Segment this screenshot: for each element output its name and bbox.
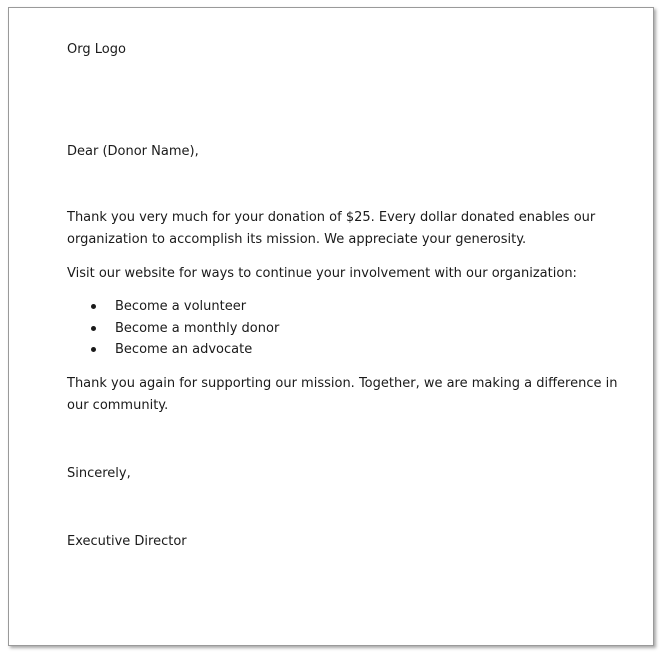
closing-paragraph: Thank you again for supporting our mission. Together, we are making a difference in our community. <box>67 376 618 413</box>
bullet-icon <box>91 304 96 309</box>
thank-you-paragraph: Thank you very much for your donation of $25. Every dollar donated enables our organization to accomplish its mission. We appreciate your generosity. <box>67 210 596 247</box>
bullet-icon <box>91 347 96 352</box>
list-item <box>67 339 279 361</box>
salutation: Dear (Donor Name), <box>67 144 199 159</box>
list-item-text: Become a volunteer <box>115 299 247 314</box>
list-item-text: Become an advocate <box>115 342 253 357</box>
website-paragraph: Visit our website for ways to continue your involvement with our organization: <box>67 266 577 281</box>
org-logo-placeholder: Org Logo <box>67 42 126 57</box>
involvement-list <box>67 296 279 361</box>
closing-word: Sincerely, <box>67 466 131 481</box>
signature-title: Executive Director <box>67 534 187 549</box>
letter-page <box>8 7 654 646</box>
list-item-text: Become a monthly donor <box>115 320 280 336</box>
list-item <box>67 296 279 318</box>
bullet-icon <box>91 326 96 331</box>
list-item <box>67 318 279 340</box>
